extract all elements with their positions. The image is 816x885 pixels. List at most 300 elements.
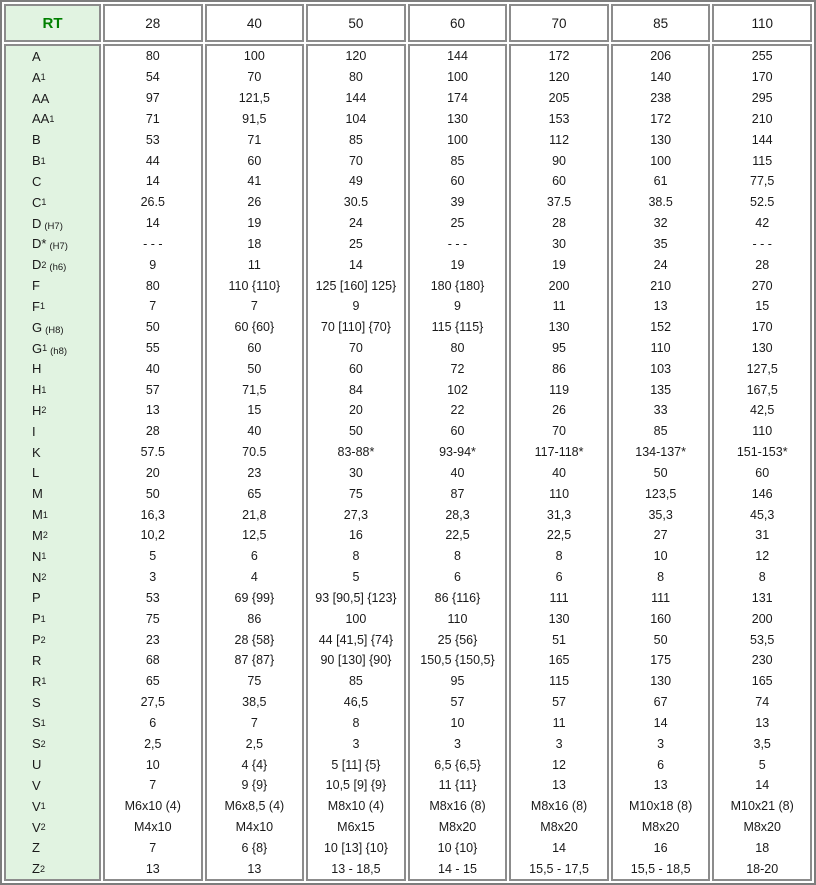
row-label-base: Z — [32, 840, 40, 856]
row-label-base: F — [32, 278, 40, 294]
table-cell: 255 — [751, 49, 773, 64]
table-cell: 35,3 — [648, 507, 673, 522]
table-cell: 21,8 — [242, 507, 267, 522]
table-cell: 110 — [549, 486, 570, 501]
row-label-base: F — [32, 298, 40, 314]
row-label-base: D* — [32, 236, 47, 252]
size-column-header — [205, 4, 305, 42]
table-cell: 170 — [751, 320, 773, 335]
table-cell: 75 — [348, 486, 363, 501]
table-cell: 90 [130] {90} — [320, 653, 392, 668]
row-label — [6, 171, 99, 192]
row-label-tolerance-note: (h8) — [50, 345, 68, 357]
table-cell: 3,5 — [753, 736, 771, 751]
size-column-header — [509, 4, 609, 42]
table-cell: 200 — [751, 611, 773, 626]
table-cell: 84 — [348, 382, 363, 397]
table-cell: 2,5 — [144, 736, 162, 751]
row-label — [6, 233, 99, 254]
table-cell: 110 — [447, 611, 468, 626]
table-cell: 52.5 — [750, 195, 775, 210]
table-cell: 50 — [145, 320, 160, 335]
row-label-base: H — [32, 361, 42, 377]
table-cell: M10x21 (8) — [730, 799, 794, 814]
table-cell: 35 — [653, 236, 668, 251]
row-label — [6, 275, 99, 296]
table-cell: 42 — [755, 216, 770, 231]
table-cell: 7 — [149, 299, 157, 314]
row-label: V 2 — [32, 819, 46, 835]
table-cell: 23 — [145, 632, 160, 647]
table-cell: 6 — [250, 549, 258, 564]
row-label: Z 2 — [32, 861, 45, 877]
row-label: H 2 — [32, 402, 47, 418]
table-cell: 3 — [657, 736, 665, 751]
table-cell: 23 — [247, 465, 262, 480]
table-cell: 87 — [450, 486, 465, 501]
table-cell: 32 — [653, 216, 668, 231]
row-label: C 1 — [32, 194, 47, 210]
table-cell: 41 — [247, 174, 262, 189]
row-label-base: C — [32, 194, 42, 210]
table-cell: 25 — [450, 216, 465, 231]
table-cell: 12,5 — [242, 528, 267, 543]
table-cell: 5 — [758, 757, 766, 772]
table-cell: 11 — [552, 715, 566, 730]
table-cell: 87 {87} — [234, 653, 275, 668]
table-cell: 95 — [450, 674, 465, 689]
table-cell: 40 — [145, 361, 160, 376]
size-column-header — [611, 4, 711, 42]
table-cell: 3 — [352, 736, 360, 751]
table-cell: 8 — [657, 570, 665, 585]
table-cell: 6 — [454, 570, 461, 585]
table-cell: M4x10 — [134, 820, 172, 835]
table-cell: 111 — [651, 590, 671, 605]
size-column-header-label: 50 — [348, 15, 364, 31]
table-cell: 93 [90,5] {123} — [315, 590, 397, 605]
table-cell: 77,5 — [750, 174, 775, 189]
table-cell: 80 — [145, 49, 160, 64]
table-cell: 49 — [348, 174, 363, 189]
table-cell: 175 — [650, 653, 672, 668]
row-label: N 1 — [32, 548, 47, 564]
row-label: S 2 — [32, 736, 46, 752]
table-cell: 4 {4} — [241, 757, 268, 772]
row-label-column — [4, 44, 101, 881]
table-cell: 7 — [250, 299, 258, 314]
table-cell: 31 — [755, 528, 770, 543]
table-cell: 3 — [555, 736, 563, 751]
table-cell: 144 — [751, 132, 773, 147]
value-column — [205, 44, 305, 881]
table-cell: 30 — [348, 465, 363, 480]
table-cell: 5 — [352, 570, 360, 585]
table-cell: 44 [41,5] {74} — [318, 632, 394, 647]
table-cell: 119 — [549, 382, 570, 397]
row-label-base: R — [32, 652, 42, 668]
table-cell: 13 — [755, 715, 770, 730]
table-cell: 19 — [552, 257, 567, 272]
table-cell: 230 — [751, 653, 773, 668]
row-label — [6, 421, 99, 442]
table-cell: 20 — [348, 403, 363, 418]
table-cell: 22,5 — [546, 528, 572, 543]
row-label-base: A — [32, 69, 41, 85]
table-cell: 71,5 — [242, 382, 267, 397]
table-cell: 110 — [650, 341, 671, 355]
table-cell: M8x20 — [641, 820, 680, 835]
table-cell: 10,5 [9] {9} — [325, 778, 387, 793]
table-cell: 30.5 — [343, 195, 369, 210]
table-cell: 15,5 - 17,5 — [529, 861, 589, 876]
table-cell: 93-94* — [439, 445, 476, 460]
table-cell: 270 — [751, 278, 773, 293]
table-cell: 40 — [247, 424, 262, 439]
row-label-base: D — [32, 257, 42, 273]
table-cell: 130 — [650, 132, 672, 147]
size-column-header — [103, 4, 203, 42]
table-cell: M8x16 (8) — [530, 799, 588, 814]
table-cell: 14 - 15 — [438, 861, 477, 876]
table-cell: 16 — [348, 528, 363, 543]
table-cell: 14 — [145, 174, 160, 189]
table-cell: 65 — [247, 486, 262, 501]
row-label: AA 1 — [32, 111, 55, 127]
table-cell: 86 — [247, 611, 262, 626]
table-cell: 100 — [345, 611, 367, 626]
table-cell: 130 — [650, 674, 672, 689]
row-label: M 2 — [32, 527, 48, 543]
table-cell: 15 — [755, 299, 770, 314]
table-cell: 22 — [450, 403, 465, 418]
row-label-base: M — [32, 486, 43, 502]
table-cell: 10 {10} — [437, 840, 478, 855]
table-cell: 14 — [348, 257, 363, 272]
row-label — [6, 213, 99, 234]
table-cell: 75 — [145, 611, 160, 626]
table-cell: 100 — [650, 153, 672, 168]
table-cell: 15 — [247, 403, 262, 418]
table-cell: 26.5 — [140, 195, 165, 210]
table-cell: 70.5 — [242, 445, 267, 460]
row-label-tolerance-note: (H7) — [49, 241, 68, 253]
row-label — [6, 46, 99, 67]
table-cell: 9 — [352, 299, 360, 314]
table-cell: 150,5 {150,5} — [420, 653, 495, 668]
table-cell: 6 — [555, 570, 563, 585]
row-label-base: R — [32, 673, 42, 689]
table-cell: 25 {56} — [437, 632, 478, 647]
table-cell: 28 — [552, 216, 567, 231]
table-cell: 85 — [450, 153, 465, 168]
row-label — [6, 88, 99, 109]
size-column-header — [306, 4, 406, 42]
table-cell: 97 — [145, 91, 160, 106]
table-cell: 57 — [145, 382, 160, 397]
table-cell: 120 — [345, 49, 367, 64]
table-cell: 46,5 — [343, 695, 369, 710]
table-cell: 121,5 — [238, 91, 270, 106]
size-column-header — [712, 4, 812, 42]
table-cell: 27 — [653, 528, 668, 543]
table-cell: 90 — [552, 153, 567, 168]
row-label-base: N — [32, 548, 42, 564]
table-cell: 33 — [653, 403, 668, 418]
table-cell: 25 — [348, 236, 363, 251]
table-cell: 110 {110} — [228, 278, 281, 293]
table-cell: 115 — [549, 674, 570, 689]
size-column-header-label: 85 — [653, 15, 669, 31]
table-cell: 69 {99} — [234, 590, 275, 605]
size-column-header-label: 28 — [145, 15, 161, 31]
table-cell: 8 — [352, 549, 360, 564]
row-label — [6, 754, 99, 775]
row-label: P 1 — [32, 611, 46, 627]
row-label — [6, 442, 99, 463]
table-cell: 60 — [348, 361, 363, 376]
table-cell: 44 — [145, 153, 160, 168]
table-cell: 130 — [548, 611, 570, 626]
table-cell: 210 — [751, 111, 773, 126]
table-cell: 8 — [555, 549, 563, 564]
table-cell: 75 — [247, 674, 262, 689]
table-cell: 80 — [450, 341, 465, 355]
table-cell: 53,5 — [750, 632, 775, 647]
table-cell: M8x16 (8) — [429, 799, 486, 814]
row-label: A 1 — [32, 69, 46, 85]
row-label: F 1 — [32, 298, 45, 314]
table-cell: 70 — [348, 341, 363, 355]
table-cell: 18 — [755, 840, 770, 855]
table-cell: 144 — [345, 91, 367, 106]
value-column — [306, 44, 406, 881]
table-cell: 20 — [145, 465, 160, 480]
table-cell: 57.5 — [140, 445, 165, 460]
row-label — [6, 358, 99, 379]
table-cell: 30 — [552, 236, 567, 251]
row-label: N 2 — [32, 569, 47, 585]
table-cell: 295 — [751, 91, 773, 106]
table-cell: 28,3 — [445, 507, 470, 522]
table-cell: 68 — [145, 653, 160, 668]
row-label-base: H — [32, 402, 42, 418]
row-label-base: K — [32, 444, 41, 460]
table-cell: 26 — [247, 195, 262, 210]
row-label-base: C — [32, 173, 42, 189]
table-cell: - - - — [143, 236, 163, 251]
table-cell: 8 — [454, 549, 461, 564]
table-cell: 95 — [552, 341, 567, 355]
table-cell: 14 — [653, 715, 668, 730]
table-cell: 100 — [243, 49, 265, 64]
table-cell: 55 — [145, 341, 160, 355]
value-column — [611, 44, 711, 881]
table-cell: 28 — [755, 257, 770, 272]
table-cell: 50 — [145, 486, 160, 501]
table-cell: 19 — [247, 216, 262, 231]
table-cell: 38.5 — [648, 195, 673, 210]
table-cell: 86 — [552, 361, 567, 376]
row-label-base: G — [32, 319, 43, 335]
table-cell: 85 — [653, 424, 668, 439]
table-cell: 24 — [653, 257, 668, 272]
table-cell: 60 — [552, 174, 567, 189]
row-label: V 1 — [32, 798, 46, 814]
table-cell: 14 — [755, 778, 770, 793]
row-label-base: V — [32, 819, 41, 835]
size-column-header-label: 40 — [246, 15, 262, 31]
table-cell: M6x15 — [337, 820, 375, 835]
table-cell: 16,3 — [140, 507, 165, 522]
table-cell: 3 — [454, 736, 461, 751]
table-cell: 12 — [552, 757, 567, 772]
table-cell: 60 — [755, 465, 770, 480]
table-cell: 60 — [247, 341, 262, 355]
table-cell: 111 — [549, 590, 569, 605]
row-label-base: P — [32, 590, 41, 606]
row-label — [6, 317, 99, 338]
row-label-base: S — [32, 715, 41, 731]
table-cell: 61 — [653, 174, 668, 189]
table-cell: 10 — [450, 715, 465, 730]
table-cell: 74 — [755, 695, 770, 710]
row-label: M 1 — [32, 507, 48, 523]
row-label-base: B — [32, 153, 41, 169]
table-cell: 19 — [450, 257, 465, 272]
table-cell: 6 — [149, 715, 157, 730]
table-cell: 60 {60} — [234, 320, 275, 335]
row-label: P 2 — [32, 632, 46, 648]
table-cell: 83-88* — [337, 445, 375, 460]
table-cell: 205 — [548, 91, 570, 106]
row-label-base: AA — [32, 111, 50, 127]
table-cell: 6,5 {6,5} — [434, 757, 481, 772]
size-column-header-label: 110 — [751, 15, 773, 31]
table-cell: 165 — [751, 674, 773, 689]
table-cell: 110 — [752, 424, 773, 439]
row-label-base: P — [32, 632, 41, 648]
table-cell: 123,5 — [644, 486, 677, 501]
table-cell: 27,3 — [343, 507, 369, 522]
table-cell: 40 — [552, 465, 567, 480]
table-cell: 130 — [548, 320, 570, 335]
row-label-base: M — [32, 527, 43, 543]
table-cell: 100 — [447, 70, 468, 85]
table-cell: 153 — [548, 111, 570, 126]
table-cell: 6 — [657, 757, 665, 772]
table-cell: 65 — [145, 674, 160, 689]
row-label-base: AA — [32, 90, 50, 106]
table-cell: 31,3 — [546, 507, 572, 522]
table-cell: 125 [160] 125} — [315, 278, 397, 293]
table-cell: 140 — [650, 70, 672, 85]
table-cell: 174 — [447, 91, 468, 106]
row-label-base: Z — [32, 861, 40, 877]
table-cell: 167,5 — [746, 382, 778, 397]
table-cell: 172 — [650, 111, 672, 126]
row-label-base: S — [32, 694, 41, 710]
table-cell: 151-153* — [736, 445, 788, 460]
row-label-base: D — [32, 215, 42, 231]
row-label-base: U — [32, 757, 42, 773]
table-cell: 85 — [348, 132, 363, 147]
row-label — [6, 837, 99, 858]
table-cell: 10 — [145, 757, 160, 772]
table-cell: 26 — [552, 403, 567, 418]
row-label-base: B — [32, 132, 41, 148]
table-cell: 210 — [650, 278, 672, 293]
table-cell: 100 — [447, 132, 468, 147]
table-cell: 15,5 - 18,5 — [630, 861, 691, 876]
row-label-base: G — [32, 340, 43, 356]
table-cell: 39 — [450, 195, 465, 210]
table-cell: 134-137* — [635, 445, 686, 460]
row-label — [6, 692, 99, 713]
row-label-base: P — [32, 611, 41, 627]
table-cell: 50 — [348, 424, 363, 439]
row-label — [6, 463, 99, 484]
table-cell: 160 — [650, 611, 672, 626]
row-label — [6, 129, 99, 150]
table-cell: 8 — [352, 715, 360, 730]
row-label-base: N — [32, 569, 42, 585]
row-label — [6, 650, 99, 671]
row-label: S 1 — [32, 715, 46, 731]
table-cell: 172 — [548, 49, 570, 64]
table-cell: 112 — [549, 132, 570, 147]
table-cell: 130 — [447, 111, 468, 126]
table-cell: M6x8,5 (4) — [224, 799, 285, 814]
table-cell: 238 — [650, 91, 672, 106]
table-cell: 13 — [653, 299, 668, 314]
table-cell: 70 — [348, 153, 363, 168]
table-cell: 7 — [250, 715, 258, 730]
table-cell: 13 - 18,5 — [331, 861, 381, 876]
table-cell: 53 — [145, 590, 160, 605]
table-cell: 14 — [145, 216, 160, 231]
row-label: H 1 — [32, 382, 47, 398]
table-cell: 40 — [450, 465, 465, 480]
size-column-header — [408, 4, 508, 42]
table-cell: 27,5 — [140, 695, 165, 710]
row-label-base: V — [32, 777, 41, 793]
table-cell: 45,3 — [750, 507, 775, 522]
row-label-base: A — [32, 48, 41, 64]
table-cell: 42,5 — [750, 403, 775, 418]
table-cell: 13 — [145, 861, 160, 876]
table-cell: 144 — [447, 49, 468, 64]
table-cell: 70 [110] {70} — [320, 320, 391, 335]
table-cell: 53 — [145, 132, 160, 147]
table-cell: 9 {9} — [241, 778, 268, 793]
table-cell: 71 — [145, 111, 160, 126]
row-label — [6, 775, 99, 796]
table-cell: 130 — [751, 341, 773, 355]
table-cell: 103 — [650, 361, 672, 376]
table-cell: M8x10 (4) — [327, 799, 385, 814]
table-cell: M8x20 — [743, 820, 781, 835]
value-column — [103, 44, 203, 881]
table-cell: 4 — [250, 570, 258, 585]
table-cell: 165 — [548, 653, 570, 668]
table-cell: - - - — [752, 236, 772, 251]
table-cell: 146 — [751, 486, 773, 501]
table-cell: 38,5 — [242, 695, 267, 710]
row-label-tolerance-note: (h6) — [49, 262, 67, 274]
table-cell: 13 — [552, 778, 567, 793]
table-cell: 2,5 — [245, 736, 264, 751]
